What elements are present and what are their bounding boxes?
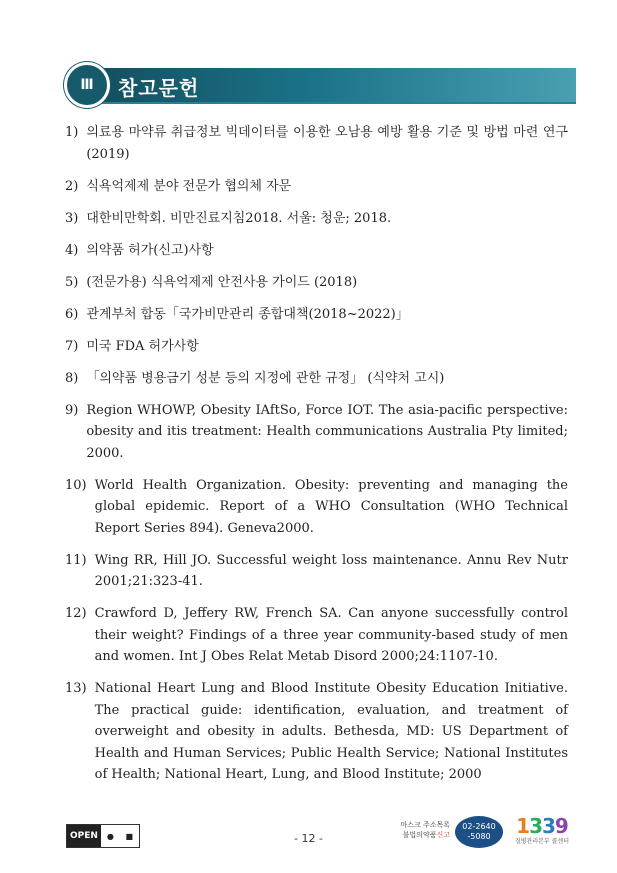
phone-line-2: -5080: [467, 832, 491, 841]
phone-badge: [455, 816, 503, 848]
reference-item: [65, 304, 568, 326]
reference-item: [65, 475, 568, 540]
header-underline: [94, 102, 576, 104]
report-logo: [396, 820, 450, 840]
reference-number: 8): [65, 370, 79, 386]
reference-number: 9): [65, 402, 79, 418]
nc-icon: ■: [125, 831, 134, 841]
reference-item: [65, 368, 568, 390]
reference-text: 의료용 마약류 취급정보 빅데이터를 이용한 오남용 예방 활용 기준 및 방법 마련 연구 (2019): [86, 125, 568, 162]
reference-number: 2): [65, 178, 79, 194]
reference-text: 「의약품 병용금기 성분 등의 지정에 관한 규정」 (식약처 고시): [86, 370, 445, 386]
report-line-1: 마스크 주소목록: [400, 821, 450, 829]
phone-line-1: 02-2640: [462, 822, 496, 831]
reference-list: [65, 122, 568, 796]
reference-number: 3): [65, 210, 79, 226]
reference-number: 11): [65, 552, 87, 568]
section-header: [64, 60, 576, 106]
hotline-number: 1339: [516, 814, 568, 838]
reference-item: [65, 603, 568, 668]
reference-item: [65, 240, 568, 262]
report-line-2: 불법의약품: [402, 831, 437, 839]
reference-item: [65, 272, 568, 294]
reference-text: (전문가용) 식욕억제제 안전사용 가이드 (2018): [86, 274, 358, 290]
reference-number: 6): [65, 306, 79, 322]
reference-text: National Heart Lung and Blood Institute Obesity Education Initiative. The practical guide: identification, evaluation, and treatment of overweight and obesity in adults. Bethesda, MD: US Department of Health and Human Services; Public Health Service; National Institutes of Health; National Heart, Lung, and Blood Institute; 2000: [94, 681, 568, 782]
open-label: OPEN: [67, 825, 101, 847]
section-number-badge: Ⅲ: [64, 62, 110, 108]
reference-text: World Health Organization. Obesity: preventing and managing the global epidemic. Report of a WHO Consultation (WHO Technical Report Series 894). Geneva2000.: [94, 477, 568, 536]
reference-number: 10): [65, 477, 87, 493]
reference-number: 5): [65, 274, 79, 290]
reference-text: Wing RR, Hill JO. Successful weight loss maintenance. Annu Rev Nutr 2001;21:323-41.: [94, 552, 568, 589]
reference-number: 1): [65, 125, 79, 140]
page-footer: [0, 810, 617, 860]
reference-number: 7): [65, 338, 79, 354]
reference-text: 미국 FDA 허가사항: [86, 338, 199, 354]
reference-text: 식욕억제제 분야 전문가 협의체 자문: [86, 178, 292, 194]
by-icon: ●: [106, 831, 114, 841]
reference-number: 4): [65, 242, 79, 258]
page-number: - 12 -: [294, 832, 323, 845]
hotline-logo: [512, 814, 572, 845]
reference-number: 12): [65, 606, 87, 621]
reference-text: 의약품 허가(신고)사항: [86, 242, 214, 258]
reference-number: 13): [65, 681, 87, 696]
reference-item: [65, 550, 568, 593]
reference-item: [65, 336, 568, 358]
reference-text: 관계부처 합동「국가비만관리 종합대책(2018~2022)」: [86, 306, 409, 322]
section-title: 참고문헌: [118, 76, 200, 100]
reference-item: [65, 176, 568, 198]
reference-item: [65, 208, 568, 230]
reference-item: [65, 678, 568, 786]
reference-text: 대한비만학회. 비만진료지침2018. 서울: 청운; 2018.: [86, 210, 392, 226]
reference-text: Region WHOWP, Obesity IAftSo, Force IOT. The asia-pacific perspective: obesity and itis treatment: Health communications Australia Pty limited; 2000.: [86, 402, 568, 461]
report-line-3: 신고: [436, 831, 450, 839]
reference-item: [65, 400, 568, 465]
reference-text: Crawford D, Jeffery RW, French SA. Can anyone successfully control their weight? Findings of a three year community-based study of men and women. Int J Obes Relat Metab Disord 2000;24:1107-10.: [94, 606, 568, 664]
reference-item: [65, 122, 568, 165]
hotline-caption: 질병관리본부 콜센터: [514, 838, 570, 845]
